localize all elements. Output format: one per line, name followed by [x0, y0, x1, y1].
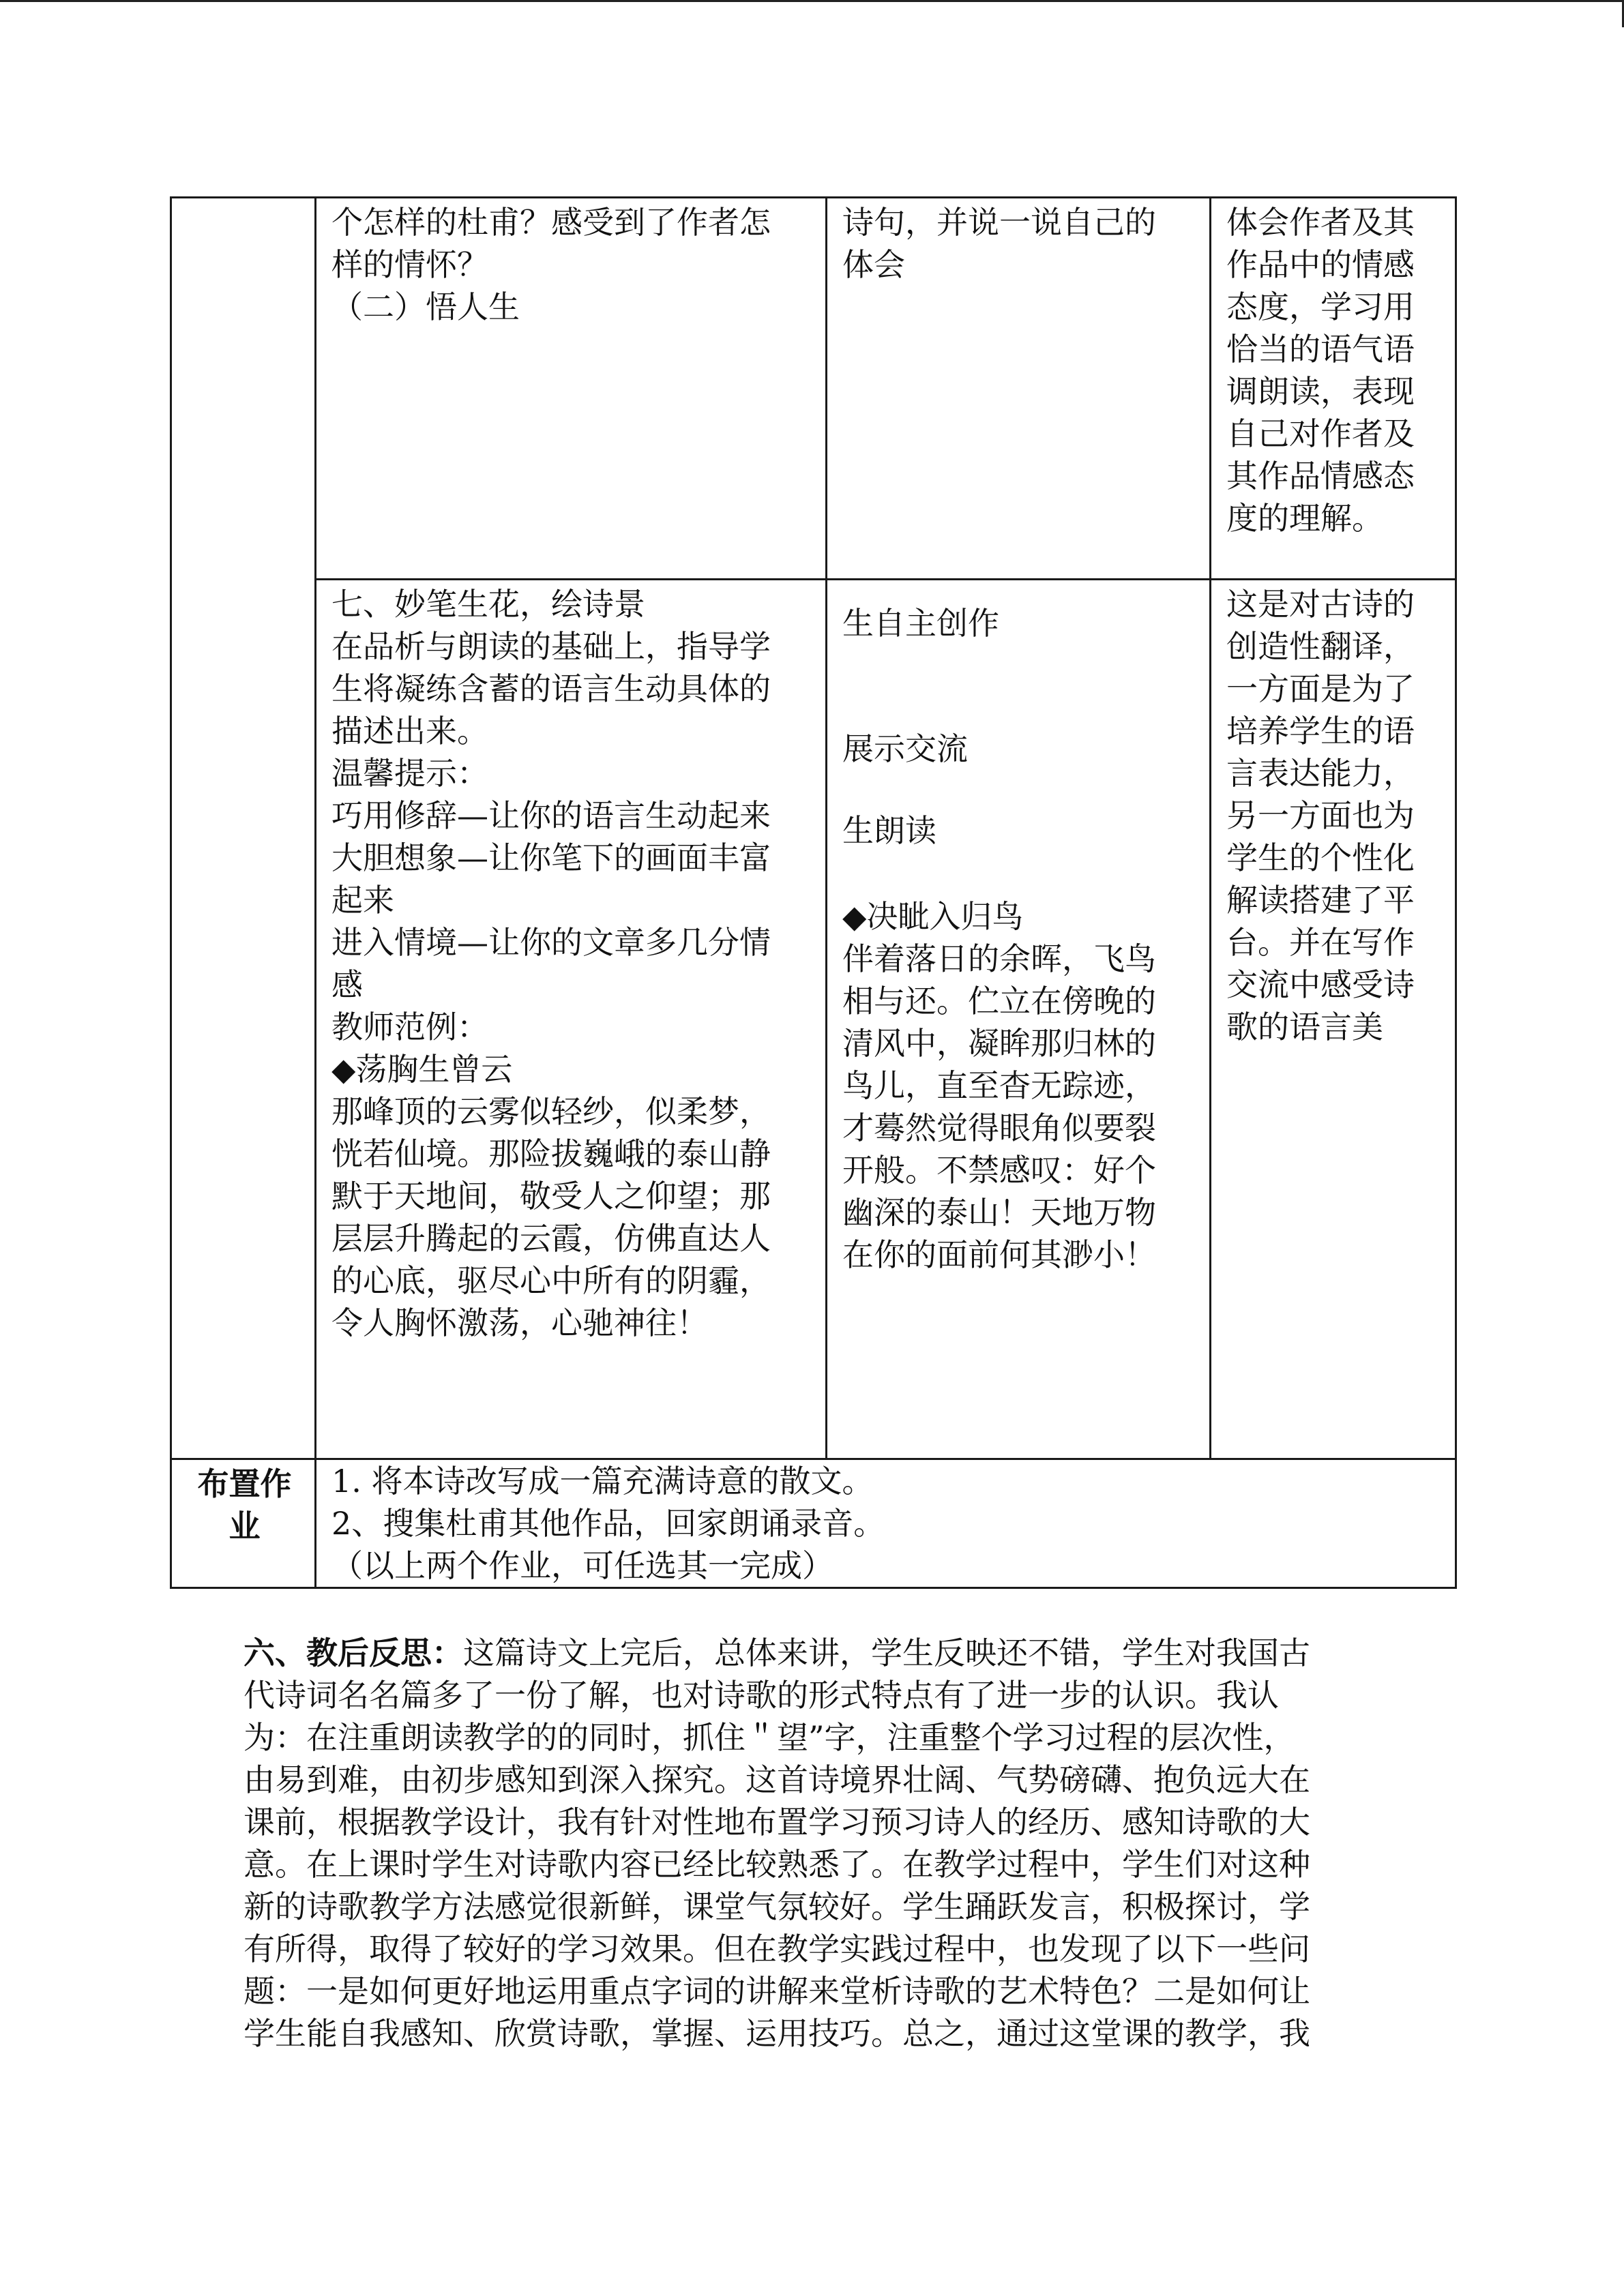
design-intent-cell	[1211, 580, 1456, 1459]
reflection-first-line	[243, 1632, 1362, 1674]
cell-text-line: 诗句，并说一说自己的	[842, 204, 1156, 241]
cell-text-line: 清风中，凝眸那归林的	[842, 1025, 1156, 1062]
cell-text-line: 恰当的语气语	[1226, 331, 1415, 368]
reflection-line: 代诗词名名篇多了一份了解，也对诗歌的形式特点有了进一步的认识。我认	[243, 1677, 1279, 1714]
cell-text-line: 描述出来。	[331, 713, 488, 749]
cell-text-line: ◆决眦入归鸟	[842, 898, 1024, 935]
top-border-line	[0, 0, 1624, 2]
cell-text-line: 学生的个性化	[1226, 839, 1415, 876]
cell-text-line: 七、妙笔生花，绘诗景	[331, 586, 645, 623]
cell-text-line: 其作品情感态	[1226, 458, 1415, 494]
cell-text-line: 的心底，驱尽心中所有的阴霾，	[331, 1262, 771, 1299]
cell-text-line: 那峰顶的云雾似轻纱，似柔梦，	[331, 1093, 771, 1130]
cell-text-line: 令人胸怀激荡，心驰神往！	[331, 1304, 708, 1341]
reflection-section	[243, 1632, 1362, 2055]
cell-text-line: 开般。不禁感叹：好个	[842, 1152, 1156, 1189]
cell-text-line: 感	[331, 966, 363, 1003]
cell-text-line: 创造性翻译，	[1226, 628, 1415, 665]
section-label-cell-empty	[171, 198, 316, 1459]
reflection-line: 意。在上课时学生对诗歌内容已经比较熟悉了。在教学过程中，学生们对这种	[243, 1846, 1310, 1883]
cell-text-line: 解读搭建了平	[1226, 882, 1415, 919]
cell-text-line: 交流中感受诗	[1226, 966, 1415, 1003]
cell-text-line: 体会作者及其	[1226, 204, 1415, 241]
cell-text-line: （二）悟人生	[331, 288, 520, 325]
table-row-writing-scene	[171, 580, 1456, 1459]
reflection-first-text: 这篇诗文上完后，总体来讲，学生反映还不错，学生对我国古	[463, 1635, 1310, 1671]
homework-content-cell	[316, 1459, 1456, 1588]
design-intent-cell	[1211, 198, 1456, 580]
reflection-line: 题：一是如何更好地运用重点字词的讲解来堂析诗歌的艺术特色？二是如何让	[243, 1973, 1310, 2010]
homework-item: 2、搜集杜甫其他作品，回家朗诵录音。	[331, 1505, 885, 1542]
cell-text-line: ◆荡胸生曾云	[331, 1051, 513, 1088]
cell-text-line: 度的理解。	[1226, 500, 1383, 537]
cell-text-line: 生将凝练含蓄的语言生动具体的	[331, 670, 771, 707]
cell-text-line: 层层升腾起的云霞，仿佛直达人	[331, 1220, 771, 1257]
cell-text-line: 教师范例：	[331, 1009, 488, 1045]
cell-text-line: 温馨提示：	[331, 755, 488, 792]
reflection-line: 由易到难，由初步感知到深入探究。这首诗境界壮阔、气势磅礴、抱负远大在	[243, 1761, 1310, 1798]
homework-label-line: 业	[228, 1508, 261, 1545]
cell-text-line: 言表达能力，	[1226, 755, 1415, 792]
cell-text-line: 这是对古诗的	[1226, 586, 1415, 623]
cell-text-line: 另一方面也为	[1226, 797, 1415, 834]
cell-text-line: 相与还。伫立在傍晚的	[842, 983, 1156, 1019]
reflection-line: 课前，根据教学设计，我有针对性地布置学习预习诗人的经历、感知诗歌的大	[243, 1804, 1310, 1840]
teacher-activity-cell	[316, 198, 827, 580]
cell-text-line: 态度，学习用	[1226, 288, 1415, 325]
cell-text-line: 默于天地间，敬受人之仰望；那	[331, 1178, 771, 1214]
reflection-heading: 六、教后反思：	[243, 1635, 463, 1671]
cell-text-line: 调朗读，表现	[1226, 373, 1415, 410]
cell-text-line: 体会	[842, 246, 905, 283]
cell-text-line: 起来	[331, 882, 394, 919]
cell-text-line: 台。并在写作	[1226, 924, 1415, 961]
cell-text-line: 伴着落日的余晖，飞鸟	[842, 940, 1156, 977]
reflection-line: 为：在注重朗读教学的的同时，抓住＂望”字，注重整个学习过程的层次性，	[243, 1719, 1295, 1756]
cell-text-line: 样的情怀？	[331, 246, 488, 283]
cell-text-line: 鸟儿，直至杳无踪迹，	[842, 1067, 1156, 1104]
cell-text-line: 恍若仙境。那险拔巍峨的泰山静	[331, 1135, 771, 1172]
lesson-plan-table	[170, 196, 1457, 1589]
reflection-line: 学生能自我感知、欣赏诗歌，掌握、运用技巧。总之，通过这堂课的教学，我	[243, 2015, 1310, 2052]
cell-text-line: 在你的面前何其渺小！	[842, 1236, 1156, 1273]
student-create-text: 生自主创作	[842, 605, 999, 642]
student-activity-cell	[827, 198, 1211, 580]
table-row-reflect-life	[171, 198, 1456, 580]
cell-text-line: 进入情境—让你的文章多几分情	[331, 924, 771, 961]
teacher-activity-cell	[316, 580, 827, 1459]
cell-text-line: 作品中的情感	[1226, 246, 1415, 283]
student-activity-cell	[827, 580, 1211, 1459]
reflection-line: 有所得，取得了较好的学习效果。但在教学实践过程中，也发现了以下一些问	[243, 1930, 1310, 1967]
table-row-homework	[171, 1459, 1456, 1588]
homework-item: （以上两个作业，可任选其一完成）	[331, 1547, 833, 1584]
reflection-line: 新的诗歌教学方法感觉很新鲜，课堂气氛较好。学生踊跃发言，积极探讨，学	[243, 1888, 1310, 1925]
cell-text-line: 幽深的泰山！天地万物	[842, 1194, 1156, 1231]
student-read-text: 生朗读	[842, 812, 936, 849]
homework-label-cell	[171, 1459, 316, 1588]
cell-text-line: 培养学生的语	[1226, 713, 1415, 749]
cell-text-line: 才蓦然觉得眼角似要裂	[842, 1109, 1156, 1146]
cell-text-line: 一方面是为了	[1226, 670, 1415, 707]
cell-text-line: 大胆想象—让你笔下的画面丰富	[331, 839, 771, 876]
cell-text-line: 自己对作者及	[1226, 415, 1415, 452]
cell-text-line: 巧用修辞—让你的语言生动起来	[331, 797, 771, 834]
homework-label-line: 布置作	[197, 1465, 292, 1502]
cell-text-line: 歌的语言美	[1226, 1009, 1383, 1045]
cell-text-line: 个怎样的杜甫？感受到了作者怎	[331, 204, 771, 241]
student-share-text: 展示交流	[842, 730, 968, 767]
homework-item: 1. 将本诗改写成一篇充满诗意的散文。	[331, 1463, 874, 1500]
cell-text-line: 在品析与朗读的基础上，指导学	[331, 628, 771, 665]
